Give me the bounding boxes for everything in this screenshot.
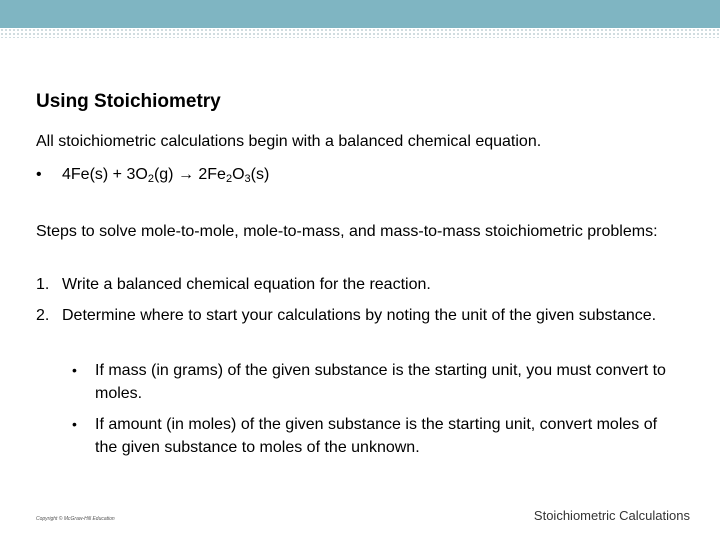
bullet-icon: • [72,362,77,378]
header-bar [0,0,720,28]
header-dot-pattern [0,28,720,38]
step-number: 1. [36,276,50,293]
step-text: Determine where to start your calculations by noting the unit of the given substance. [62,307,657,324]
chemical-equation: $4Fe(s) + 3O_2(g) \to 2Fe_2O_3(s)$ [62,166,270,185]
footer-title: Stoichiometric Calculations [533,508,690,523]
bullet-icon: • [36,166,42,183]
steps-intro: Steps to solve mole-to-mole, mole-to-mass, and mass-to-mass stoichiometric problems: [36,223,658,240]
intro-text: All stoichiometric calculations begin with a balanced chemical equation. [36,133,542,150]
step-number: 2. [36,307,50,324]
copyright-notice: Copyright © McGraw-Hill Education [36,516,115,522]
bullet-icon: • [72,416,77,432]
sub-bullet-text: If amount (in moles) of the given substance is the starting unit, convert moles of the given substance to moles of the unknown. [95,416,658,456]
slide-title: Using Stoichiometry [36,91,221,112]
step-text: Write a balanced chemical equation for the reaction. [62,276,431,293]
sub-bullet-text: If mass (in grams) of the given substance is the starting unit, you must convert to moles. [95,362,666,402]
